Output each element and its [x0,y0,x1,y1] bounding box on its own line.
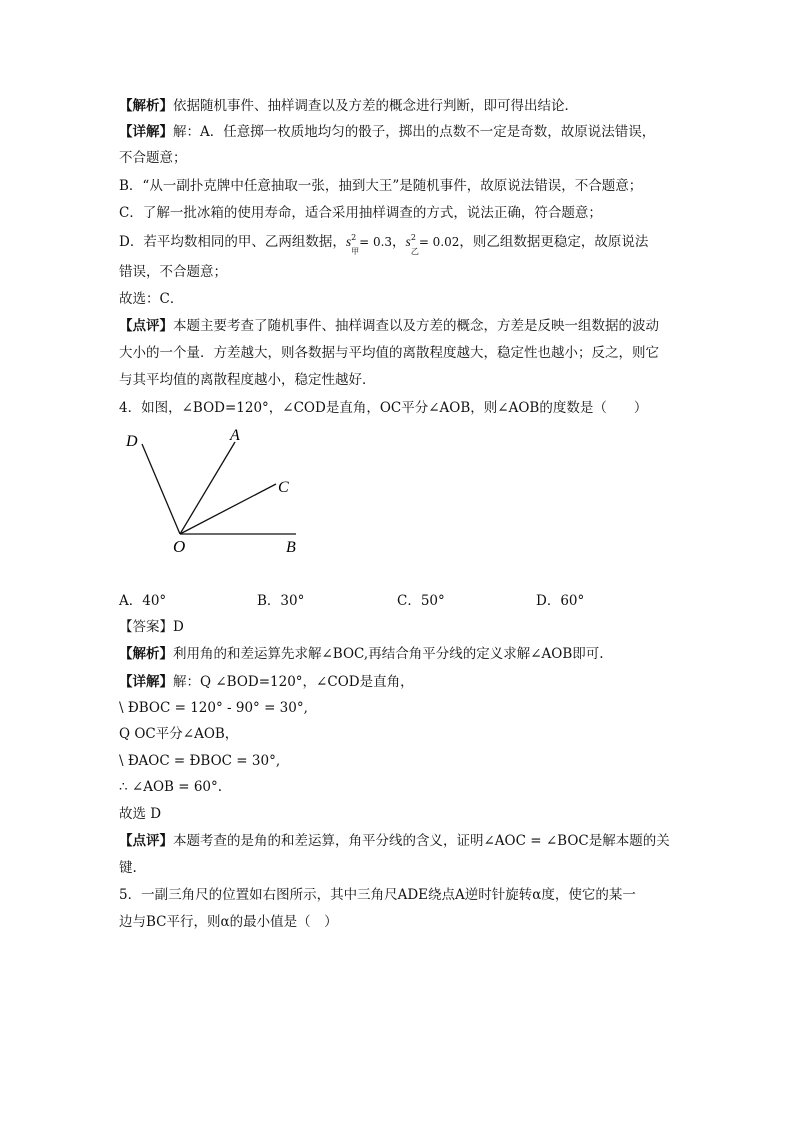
variance-sup-2: 2 [410,233,416,242]
q4-option-c: C．50° [397,593,445,609]
q4-option-d: D．60° [536,593,585,609]
comment-tag: 【点评】 [119,318,173,334]
analysis-tag: 【解析】 [119,98,173,114]
q3-comment-line-1 [119,316,659,336]
q3-analysis [119,96,578,116]
angle-figure [120,424,310,559]
q4-detail-line-3: Q OC平分∠AOB， [119,726,239,742]
q3-option-c-line: C．了解一批冰箱的使用寿命，适合采用抽样调查的方式，说法正确，符合题意； [119,205,602,221]
label-d: D [126,433,138,450]
variance-symbol-1: s [345,234,352,249]
label-a: A [230,427,240,444]
q3-detail-line-1 [119,122,655,142]
variance-value-1: = 0.3 [359,235,393,249]
q4-option-b: B．30° [257,593,305,609]
q4-option-a: A．40° [119,593,167,609]
label-o: O [173,537,186,556]
q3-option-d-line-2: 错误，不合题意； [119,264,227,280]
q3-comment-line-3: 与其平均值的离散程度越小，稳定性越好． [119,372,376,388]
detail-text: 解：Q ∠BOD=120°，∠COD是直角， [173,674,414,690]
detail-tag: 【详解】 [119,124,173,140]
q5-stem-line-2: 边与BC平行，则α的最小值是（ ） [119,914,338,930]
comment-tag: 【点评】 [119,833,173,849]
variance-value-2: = 0.02 [418,235,460,249]
comment-text: 本题主要考查了随机事件、抽样调查以及方差的概念，方差是反映一组数据的波动 [173,318,659,334]
q4-choice: 故选 D [119,806,162,822]
detail-text: 解：A．任意掷一枚质地均匀的骰子，掷出的点数不一定是奇数，故原说法错误， [173,124,656,140]
variance-sup-1: 2 [351,233,357,242]
variance-sub-2: 乙 [410,247,419,256]
q4-answer: 【答案】D [119,619,184,635]
label-b: B [286,539,296,556]
q5-stem-line-1: 5．一副三角尺的位置如右图所示，其中三角尺ADE绕点A逆时针旋转α度，使它的某一 [119,887,636,903]
q3-option-b-line: B．“从一副扑克牌中任意抽取一张，抽到大王”是随机事件，故原说法错误，不合题意； [119,178,643,194]
q4-comment-line-1 [119,831,670,851]
option-d-pre: D．若平均数相同的甲、乙两组数据， [119,234,346,250]
q4-stem: 4．如图，∠BOD=120°，∠COD是直角，OC平分∠AOB，则∠AOB的度数是（ ） [119,400,648,416]
q4-detail-line-1 [119,672,414,692]
q4-comment-line-2: 键. [119,860,137,876]
q3-comment-line-2: 大小的一个量．方差越大，则各数据与平均值的离散程度越大，稳定性也越小；反之，则它 [119,345,659,361]
analysis-text: 利用角的和差运算先求解∠BOC,再结合角平分线的定义求解∠AOB即可. [173,646,604,662]
detail-tag: 【详解】 [119,674,173,690]
q4-detail-line-5: ∴ ∠AOB = 60°. [119,779,223,795]
q4-analysis [119,644,604,664]
q4-detail-line-2: \ ÐBOC = 120° - 90° = 30°, [119,700,308,716]
variance-sub-1: 甲 [351,247,360,256]
variance-symbol-2: s [405,234,411,249]
ray-od [142,444,180,534]
q3-detail-line-2: 不合题意； [119,150,187,166]
q3-choice: 故选：C． [119,291,184,307]
option-d-post: ，则乙组数据更稳定，故原说法 [459,234,649,250]
label-c: C [278,479,289,496]
q4-detail-line-4: \ ÐAOC = ÐBOC = 30°, [119,753,281,769]
analysis-tag: 【解析】 [119,646,173,662]
angle-diagram [120,424,310,559]
analysis-text: 依据随机事件、抽样调查以及方差的概念进行判断，即可得出结论． [173,98,578,114]
q3-option-d-line-1: D．若平均数相同的甲、乙两组数据，s 2 甲 = 0.3，s 2 乙 = 0.02，则乙组数据更稳定，故原说法 [119,232,648,252]
comment-text: 本题考查的是角的和差运算，角平分线的含义，证明∠AOC = ∠BOC是解本题的关 [173,833,670,849]
